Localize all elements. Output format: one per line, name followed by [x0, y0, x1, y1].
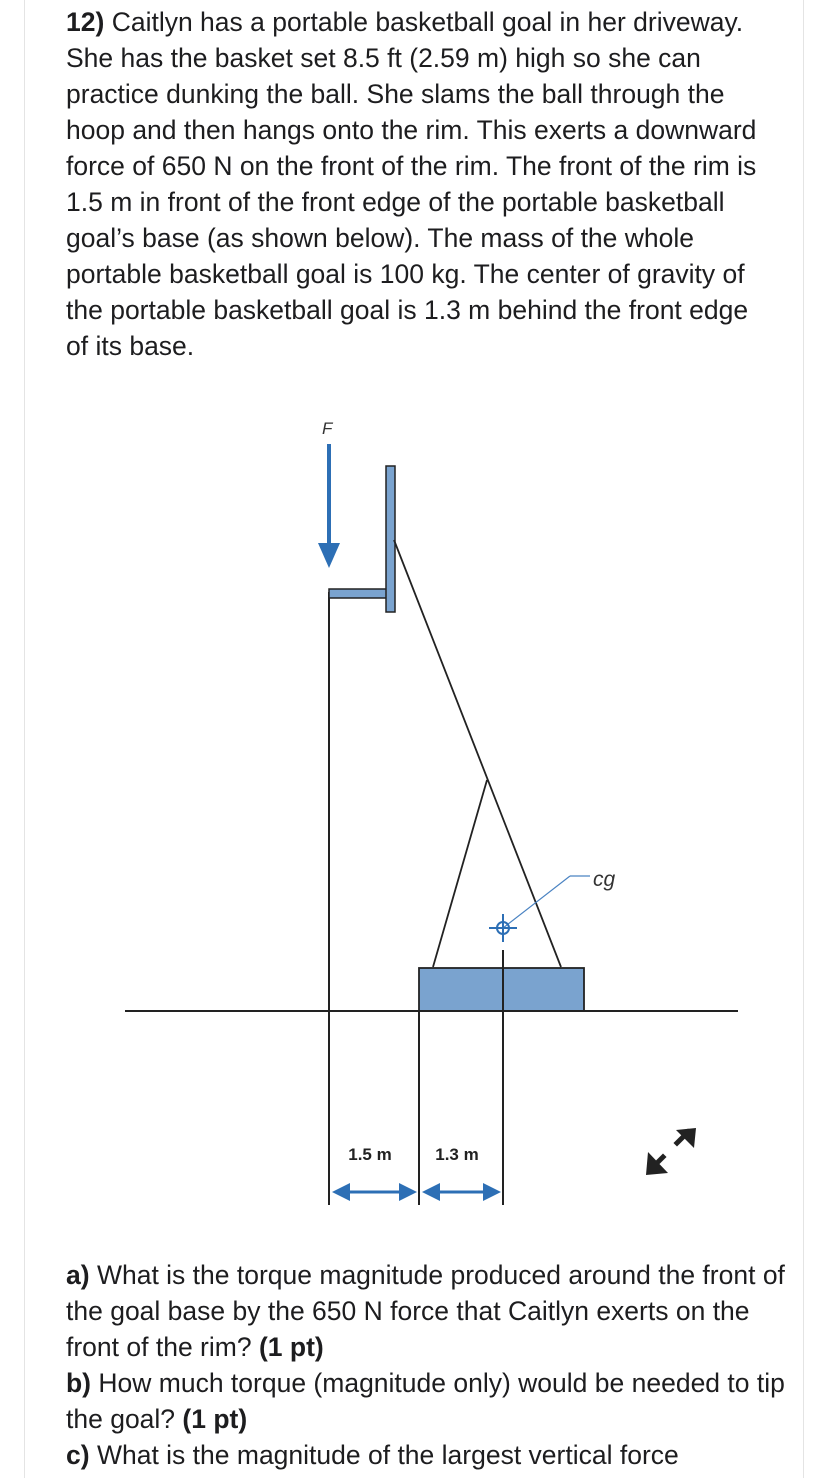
question-text: [66, 4, 766, 364]
part-a: a) What is the torque magnitude produced around the front of the goal base by the 650 N force that Caitlyn exerts on the front of the rim? (1 pt): [66, 1260, 785, 1362]
part-b: b) How much torque (magnitude only) would be needed to tip the goal? (1 pt): [66, 1368, 785, 1434]
part-c: c) What is the magnitude of the largest vertical force: [66, 1440, 679, 1470]
cg-leader: [503, 876, 570, 928]
dim-label-2: 1.3 m: [435, 1145, 479, 1164]
force-arrow-head: [318, 543, 340, 568]
dim-arrow-2: [422, 1183, 501, 1201]
brace-left: [433, 780, 487, 967]
force-label: F: [322, 419, 333, 438]
torque-diagram: [0, 400, 828, 1240]
backboard: [386, 466, 395, 612]
dim-label-1: 1.5 m: [348, 1145, 392, 1164]
cg-label: cg: [593, 868, 616, 891]
expand-arrows-icon[interactable]: [642, 1122, 698, 1178]
goal-base: [419, 968, 584, 1011]
question-body: Caitlyn has a portable basketball goal in her driveway. She has the basket set 8.5 ft (2.59 m) high so she can practice dunking the ball. She slams the ball through the hoop and then hangs onto the rim. This exerts a downward force of 650 N on the front of the rim. The front of the rim is 1.5 m in front of the front edge of the portable basketball goal’s base (as shown below). The mass of the whole portable basketball goal is 100 kg. The center of gravity of the portable basketball goal is 1.3 m behind the front edge of its base.: [66, 7, 757, 361]
dim-arrow-1: [332, 1183, 417, 1201]
cg-marker-icon: [489, 914, 517, 942]
question-number: 12): [66, 7, 105, 37]
question-parts: [66, 1257, 786, 1473]
rim: [329, 589, 387, 598]
